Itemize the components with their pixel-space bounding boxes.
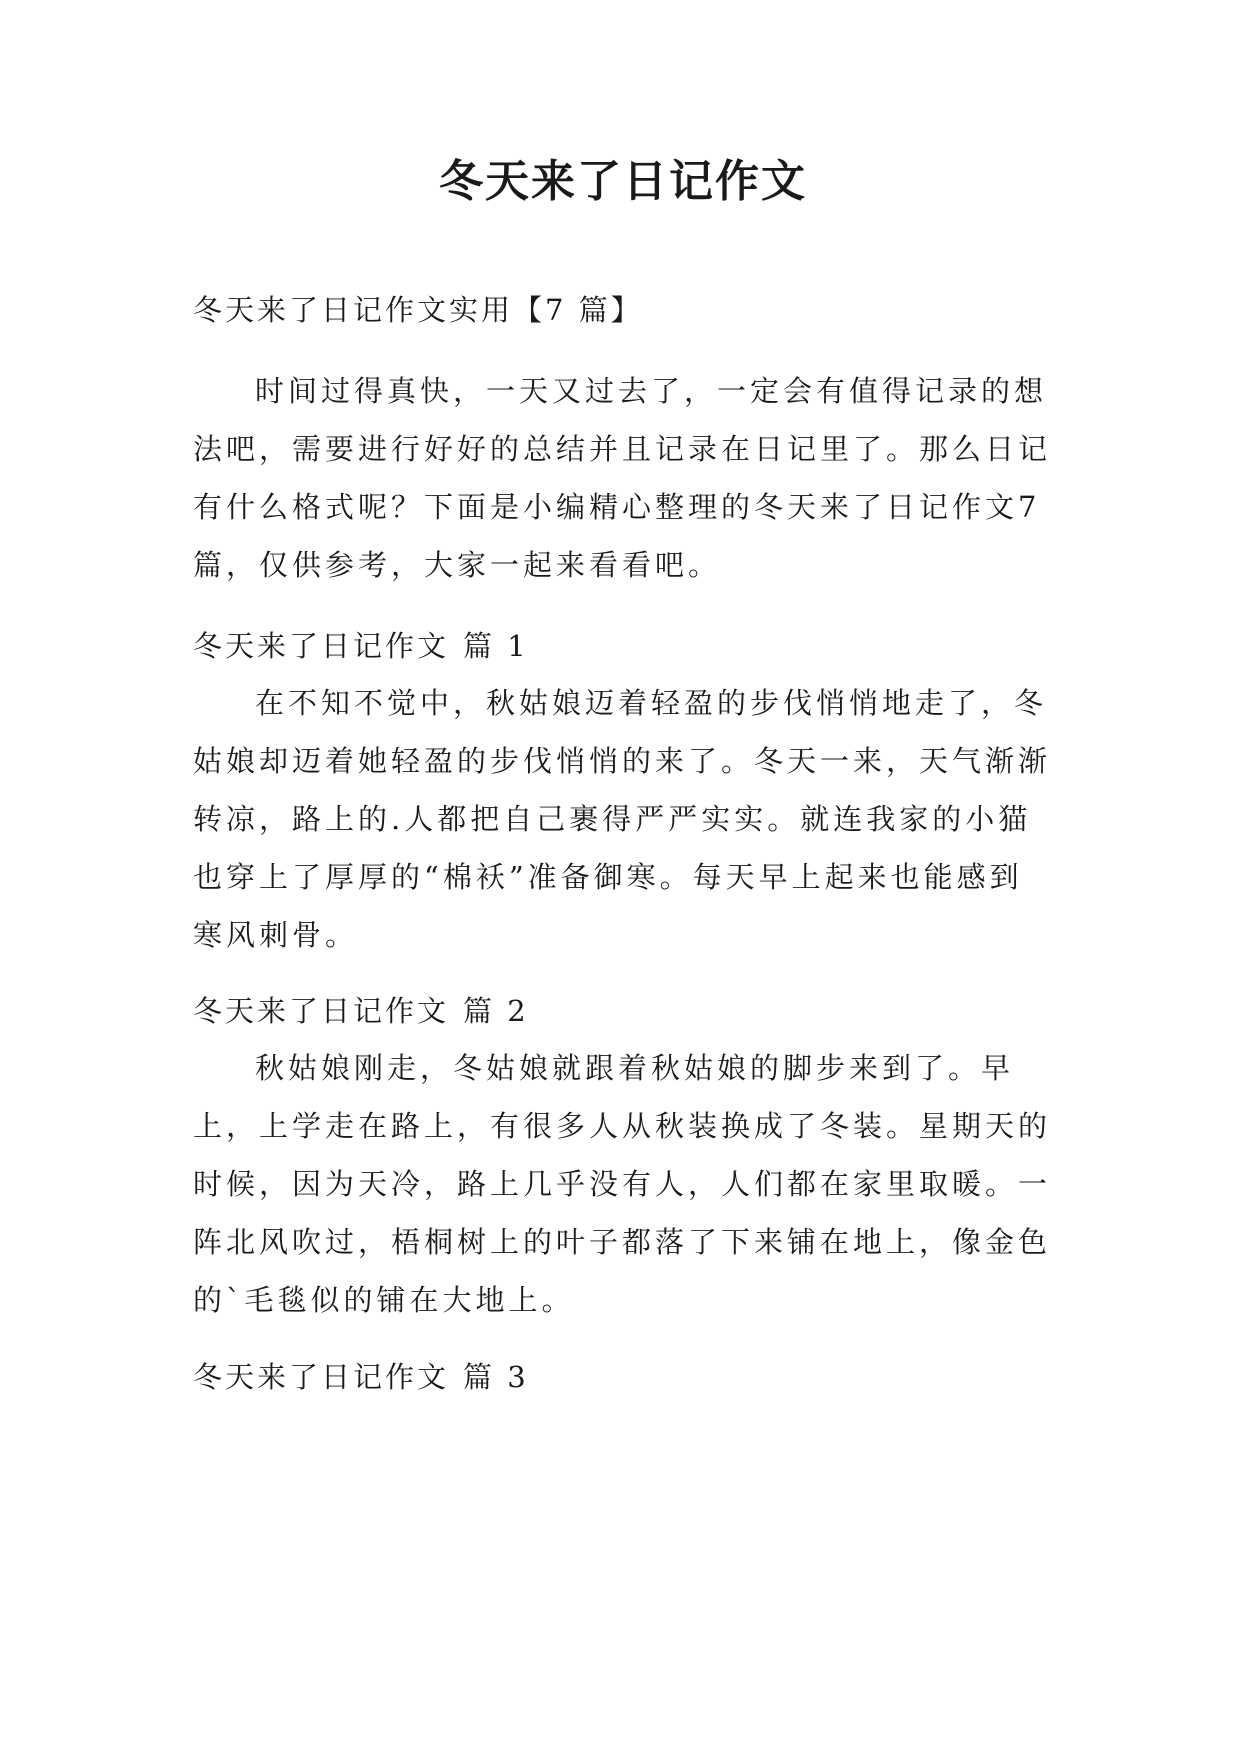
section-heading-2-title: 冬天来了日记作文 [193,994,450,1028]
section-heading-1 [193,626,1053,666]
document-subtitle: 冬天来了日记作文实用【7 篇】 [193,293,643,327]
section-heading-2 [193,991,1053,1031]
section-heading-3 [193,1357,1053,1397]
section-2-body: 秋姑娘刚走，冬姑娘就跟着秋姑娘的脚步来到了。早上，上学走在路上，有很多人从秋装换成了冬装。星期天的时候，因为天冷，路上几乎没有人，人们都在家里取暖。一阵北风吹过，梧桐树上的叶子都落了下来铺在地上，像金色的`毛毯似的铺在大地上。 [193,1051,1052,1317]
page-title: 冬天来了日记作文 [439,156,807,207]
section-heading-2-number: 篇 2 [463,994,529,1028]
intro-paragraph: 时间过得真快，一天又过去了，一定会有值得记录的想法吧，需要进行好好的总结并且记录在日记里了。那么日记有什么格式呢？下面是小编精心整理的冬天来了日记作文7篇，仅供参考，大家一起来看看吧。 [193,374,1052,582]
section-heading-1-number: 篇 1 [463,629,529,663]
section-heading-1-title: 冬天来了日记作文 [193,629,450,663]
section-heading-3-number: 篇 3 [463,1360,529,1394]
section-heading-3-title: 冬天来了日记作文 [193,1360,450,1394]
section-1-body: 在不知不觉中，秋姑娘迈着轻盈的步伐悄悄地走了，冬姑娘却迈着她轻盈的步伐悄悄的来了。冬天一来，天气渐渐转凉，路上的.人都把自己裹得严严实实。就连我家的小猫也穿上了厚厚的“棉袄”准备御寒。每天早上起来也能感到寒风刺骨。 [193,686,1052,952]
